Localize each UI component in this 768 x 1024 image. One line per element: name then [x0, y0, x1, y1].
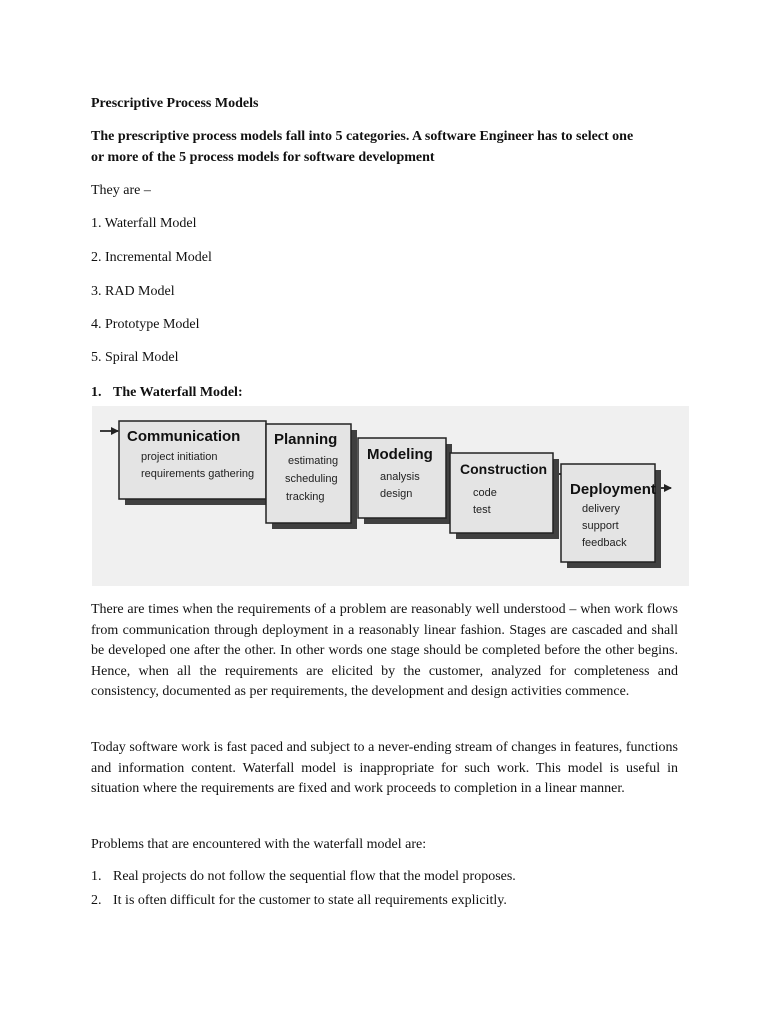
- problems-intro: Problems that are encountered with the waterfall model are:: [91, 837, 427, 852]
- model-list-item: 5. Spiral Model: [91, 350, 179, 365]
- waterfall-diagram: [92, 406, 689, 586]
- they-are-label: They are –: [91, 183, 151, 198]
- model-list-item: 4. Prototype Model: [91, 317, 200, 332]
- intro-line-2: or more of the 5 process models for software development: [91, 150, 435, 165]
- stage-title: Construction: [460, 461, 548, 477]
- model-list-item: 3. RAD Model: [91, 284, 175, 299]
- stage-title: Modeling: [367, 446, 433, 463]
- stage-item: project initiation: [141, 451, 218, 463]
- problem-text: Real projects do not follow the sequential flow that the model proposes.: [113, 869, 516, 884]
- section-heading-text: The Waterfall Model:: [113, 385, 243, 400]
- stage-title: Communication: [127, 428, 241, 445]
- intro-line-1: The prescriptive process models fall into 5 categories. A software Engineer has to select one: [91, 129, 634, 144]
- stage-item: scheduling: [285, 473, 338, 485]
- stage-item: feedback: [582, 537, 627, 549]
- stage-item: code: [473, 487, 497, 499]
- stage-item: delivery: [582, 503, 620, 515]
- section-heading-number: 1.: [91, 385, 102, 400]
- stage-item: requirements gathering: [141, 468, 255, 480]
- model-list-item: 1. Waterfall Model: [91, 216, 197, 231]
- paragraph-requirements: There are times when the requirements of a problem are reasonably well understood – when work flows from communication through deployment in a reasonably linear fashion. Stages are cascaded and shall be developed one after the other. In other words one stage should be completed before the other begins. Hence, when all the requirements are elicited by the customer, analyzed for completeness and consistency, documented as per requirements, the development and design activities commence.: [91, 602, 678, 699]
- paragraph-fast-paced: Today software work is fast paced and subject to a never-ending stream of changes in features, functions and information content. Waterfall model is inappropriate for such work. This model is useful in situation where the requirements are fixed and work proceeds to completion in a linear manner.: [91, 740, 678, 796]
- problem-number: 1.: [91, 869, 102, 884]
- document-title: Prescriptive Process Models: [91, 96, 259, 111]
- problem-number: 2.: [91, 893, 102, 908]
- problem-text: It is often difficult for the customer to state all requirements explicitly.: [113, 893, 507, 908]
- stage-item: analysis: [380, 471, 420, 483]
- problem-list-item: [91, 891, 507, 911]
- stage-item: test: [473, 504, 491, 516]
- stage-title: Planning: [274, 431, 338, 448]
- stage-item: estimating: [288, 455, 339, 467]
- problem-list-item: [91, 867, 516, 887]
- stage-title: Deployment: [570, 481, 656, 498]
- model-list-item: 2. Incremental Model: [91, 250, 212, 265]
- stage-item: tracking: [286, 491, 325, 503]
- stage-item: design: [380, 488, 413, 500]
- stage-item: support: [582, 520, 619, 532]
- section-heading: [91, 382, 243, 403]
